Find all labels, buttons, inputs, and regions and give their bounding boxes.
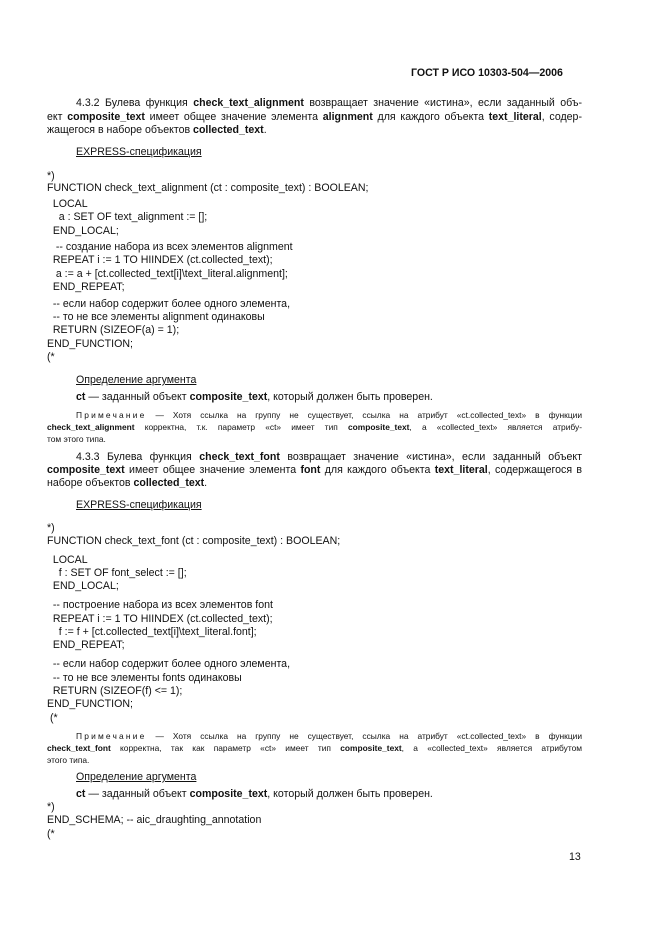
text: корректна, так как параметр «ct» имеет тип: [110, 743, 341, 753]
text: , содер-: [541, 111, 582, 123]
code-line: END_SCHEMA; -- aic_draughting_annotation: [47, 814, 262, 826]
code-line: a : SET OF text_alignment := [];: [47, 211, 208, 223]
text: — Хотя ссылка на группу не существует, ссылка на атрибут «ct.collected_text» в функции: [146, 731, 582, 741]
section-4-3-3-line-3: [47, 477, 207, 489]
code-line: END_REPEAT;: [47, 281, 125, 293]
code-line: -- то не все элементы alignment одинаковы: [47, 311, 265, 323]
text: , который должен быть проверен.: [267, 391, 433, 403]
entity-name: composite_text: [340, 743, 402, 753]
text: Булева функция: [99, 451, 200, 463]
text: ект: [47, 111, 68, 123]
section-4-3-2-line-2: [47, 111, 582, 123]
page-number: 13: [569, 851, 581, 863]
code-line: *): [47, 170, 55, 182]
function-name: check_text_font: [199, 451, 280, 463]
note-label: Примечание: [76, 731, 147, 741]
text: Булева функция: [99, 97, 194, 109]
section-4-3-2-line-3: [47, 124, 267, 136]
code-line: (*: [47, 712, 58, 724]
note-2-line-2: [47, 743, 582, 754]
text: .: [263, 124, 267, 136]
code-line: -- если набор содержит более одного элемента,: [47, 298, 291, 310]
text: имеет общее значение элемента: [124, 464, 301, 476]
code-line: a := a + [ct.collected_text[i]\text_literal.alignment];: [47, 268, 288, 280]
argument-heading: Определение аргумента: [76, 771, 197, 783]
text: , содержащегося в: [487, 464, 582, 476]
code-line: END_LOCAL;: [47, 580, 119, 592]
argument-name: ct: [76, 391, 86, 403]
code-line: -- если набор содержит более одного элемента,: [47, 658, 291, 670]
text: — заданный объект: [85, 391, 190, 403]
text: корректна, т.к. параметр «ct» имеет тип: [134, 422, 348, 432]
section-number: 4.3.3: [76, 451, 100, 463]
note-1-line-3: том этого типа.: [47, 434, 106, 444]
entity-name: composite_text: [347, 422, 410, 432]
section-4-3-3-line-2: [47, 464, 582, 476]
text: — Хотя ссылка на группу не существует, ссылка на атрибут «ct.collected_text» в функции: [146, 410, 582, 420]
code-line: *): [47, 801, 55, 813]
text: , а «collected_text» является атрибу-: [409, 422, 582, 432]
entity-name: composite_text: [189, 391, 268, 403]
code-line: END_REPEAT;: [47, 639, 125, 651]
text: для каждого объекта: [320, 464, 435, 476]
code-line: FUNCTION check_text_alignment (ct : composite_text) : BOOLEAN;: [47, 182, 369, 194]
text: для каждого объекта: [372, 111, 489, 123]
text: .: [204, 477, 208, 489]
argument-definition: [76, 391, 433, 403]
attribute-name: collected_text: [133, 477, 205, 489]
function-name: check_text_alignment: [47, 422, 135, 432]
function-name: check_text_font: [47, 743, 111, 753]
note-label: Примечание: [76, 410, 147, 420]
code-line: REPEAT i := 1 TO HIINDEX (ct.collected_text);: [47, 613, 273, 625]
code-line: -- то не все элементы fonts одинаковы: [47, 672, 242, 684]
argument-name: ct: [76, 788, 86, 800]
code-line: *): [47, 522, 55, 534]
section-4-3-2-line-1: [47, 97, 582, 109]
code-line: END_FUNCTION;: [47, 338, 133, 350]
code-line: f := f + [ct.collected_text[i]\text_literal.font];: [47, 626, 257, 638]
section-number: 4.3.2: [76, 97, 100, 109]
text: — заданный объект: [85, 788, 190, 800]
note-2-line-1: [47, 731, 582, 742]
text: возвращает значение «истина», если заданный объ-: [303, 97, 582, 109]
entity-name: composite_text: [47, 464, 125, 476]
text: наборе объектов: [47, 477, 134, 489]
code-line: LOCAL: [47, 198, 88, 210]
code-line: f : SET OF font_select := [];: [47, 567, 187, 579]
text: жащегося в наборе объектов: [47, 124, 194, 136]
code-line: END_FUNCTION;: [47, 698, 133, 710]
code-line: RETURN (SIZEOF(f) <= 1);: [47, 685, 183, 697]
code-line: -- построение набора из всех элементов font: [47, 599, 273, 611]
code-line: LOCAL: [47, 554, 88, 566]
express-heading: EXPRESS-спецификация: [76, 146, 202, 158]
code-line: -- создание набора из всех элементов alignment: [47, 241, 293, 253]
code-line: FUNCTION check_text_font (ct : composite_text) : BOOLEAN;: [47, 535, 341, 547]
note-2-line-3: этого типа.: [47, 755, 90, 765]
code-line: RETURN (SIZEOF(a) = 1);: [47, 324, 180, 336]
entity-name: composite_text: [189, 788, 268, 800]
note-1-line-2: [47, 422, 582, 433]
entity-name: text_literal: [488, 111, 542, 123]
section-4-3-3-line-1: [47, 451, 582, 463]
argument-definition: [76, 788, 433, 800]
code-line: (*: [47, 351, 55, 363]
argument-heading: Определение аргумента: [76, 374, 197, 386]
attribute-name: collected_text: [193, 124, 264, 136]
code-line: END_LOCAL;: [47, 225, 119, 237]
entity-name: text_literal: [434, 464, 488, 476]
text: , а «collected_text» является атрибутом: [401, 743, 582, 753]
entity-name: composite_text: [67, 111, 145, 123]
text: имеет общее значение элемента: [144, 111, 323, 123]
note-1-line-1: [47, 410, 582, 421]
express-heading: EXPRESS-спецификация: [76, 499, 202, 511]
code-line: (*: [47, 828, 55, 840]
attribute-name: font: [300, 464, 321, 476]
code-line: REPEAT i := 1 TO HIINDEX (ct.collected_text);: [47, 254, 273, 266]
text: , который должен быть проверен.: [267, 788, 433, 800]
text: возвращает значение «истина», если заданный объект: [279, 451, 582, 463]
document-header: ГОСТ Р ИСО 10303-504—2006: [411, 67, 563, 79]
attribute-name: alignment: [322, 111, 373, 123]
function-name: check_text_alignment: [193, 97, 304, 109]
